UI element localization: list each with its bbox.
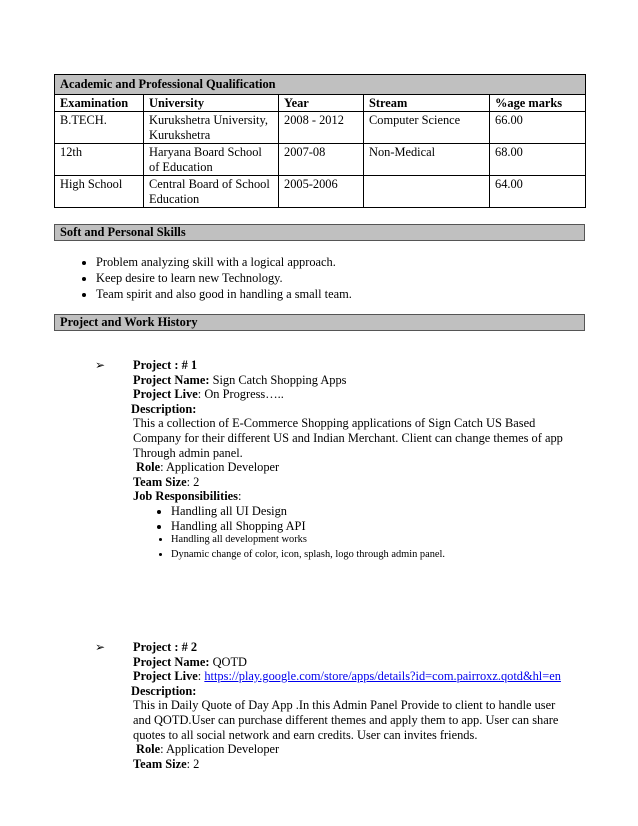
role: : Application Developer xyxy=(160,742,280,757)
table-row xyxy=(55,144,586,176)
list-item: • Dynamic change of color, icon, splash, logo through admin panel. xyxy=(171,548,603,563)
project-name: QOTD xyxy=(212,654,248,669)
description-line: Through admin panel. xyxy=(133,445,243,460)
project-name-label: Project Name: xyxy=(133,372,210,387)
list-item: • Keep desire to learn new Technology. xyxy=(96,270,352,286)
table-row xyxy=(55,176,586,208)
cell-stream xyxy=(364,176,490,208)
list-item: • Handling all Shopping API xyxy=(171,519,603,534)
description-line: This a collection of E-Commerce Shopping applications of Sign Catch US Based xyxy=(133,416,536,431)
description-label: Description: xyxy=(131,401,197,416)
arrow-bullet-icon: ➢ xyxy=(95,640,106,654)
project-number: Project : # 2 xyxy=(133,640,198,654)
responsibilities-colon: : xyxy=(238,489,242,504)
cell-university: Central Board of School Education xyxy=(144,176,279,208)
project-live: : On Progress….. xyxy=(197,387,284,402)
cell-university: Kurukshetra University, Kurukshetra xyxy=(144,112,279,144)
description-line: This in Daily Quote of Day App .In this Admin Panel Provide to client to handle user xyxy=(133,698,556,713)
cell-exam: High School xyxy=(55,176,144,208)
role: : Application Developer xyxy=(160,460,280,475)
skills-list xyxy=(76,254,352,302)
project-live-link[interactable]: https://play.google.com/store/apps/details?id=com.pairroxz.qotd&hl=en xyxy=(204,669,561,684)
project-number: Project : # 1 xyxy=(133,358,198,372)
description-line: and QOTD.User can purchase different themes and apply them to app. User can share xyxy=(133,712,559,727)
description-line: quotes to all social network and earn credits. User can invites friends. xyxy=(133,727,478,742)
cell-year: 2008 - 2012 xyxy=(279,112,364,144)
description-line: Company for their different US and Indian Merchant. Client can change themes of app xyxy=(133,430,563,445)
column-header: %age marks xyxy=(490,94,586,112)
cell-university: Haryana Board School of Education xyxy=(144,144,279,176)
project-name: Sign Catch Shopping Apps xyxy=(212,372,347,387)
responsibilities-list xyxy=(133,504,603,562)
role-label: Role xyxy=(136,742,161,757)
list-item: • Problem analyzing skill with a logical approach. xyxy=(96,254,352,270)
team-size-label: Team Size xyxy=(133,756,187,771)
cell-exam: 12th xyxy=(55,144,144,176)
list-item: • Handling all development works xyxy=(171,533,603,548)
role-label: Role xyxy=(136,460,161,475)
project-live-colon: : xyxy=(197,669,205,684)
column-header: University xyxy=(144,94,279,112)
project-name-label: Project Name: xyxy=(133,654,210,669)
project-live-label: Project Live xyxy=(133,669,198,684)
column-header: Examination xyxy=(55,94,144,112)
skills-heading: Soft and Personal Skills xyxy=(54,224,585,241)
cell-marks: 64.00 xyxy=(490,176,586,208)
cell-year: 2005-2006 xyxy=(279,176,364,208)
cell-stream: Non-Medical xyxy=(364,144,490,176)
team-size-label: Team Size xyxy=(133,474,187,489)
cell-stream: Computer Science xyxy=(364,112,490,144)
table-header-row xyxy=(55,94,586,112)
list-item: • Handling all UI Design xyxy=(171,504,603,519)
cell-marks: 68.00 xyxy=(490,144,586,176)
qualification-heading: Academic and Professional Qualification xyxy=(55,75,586,95)
project-live-label: Project Live xyxy=(133,387,198,402)
column-header: Year xyxy=(279,94,364,112)
column-header: Stream xyxy=(364,94,490,112)
responsibilities-label: Job Responsibilities xyxy=(133,489,238,504)
cell-marks: 66.00 xyxy=(490,112,586,144)
qualification-table xyxy=(54,74,586,208)
table-row xyxy=(55,112,586,144)
cell-year: 2007-08 xyxy=(279,144,364,176)
team-size: : 2 xyxy=(186,756,200,771)
team-size: : 2 xyxy=(186,474,200,489)
description-label: Description: xyxy=(131,683,197,698)
projects-heading: Project and Work History xyxy=(54,314,585,331)
list-item: • Team spirit and also good in handling a small team. xyxy=(96,286,352,302)
arrow-bullet-icon: ➢ xyxy=(95,358,106,372)
cell-exam: B.TECH. xyxy=(55,112,144,144)
